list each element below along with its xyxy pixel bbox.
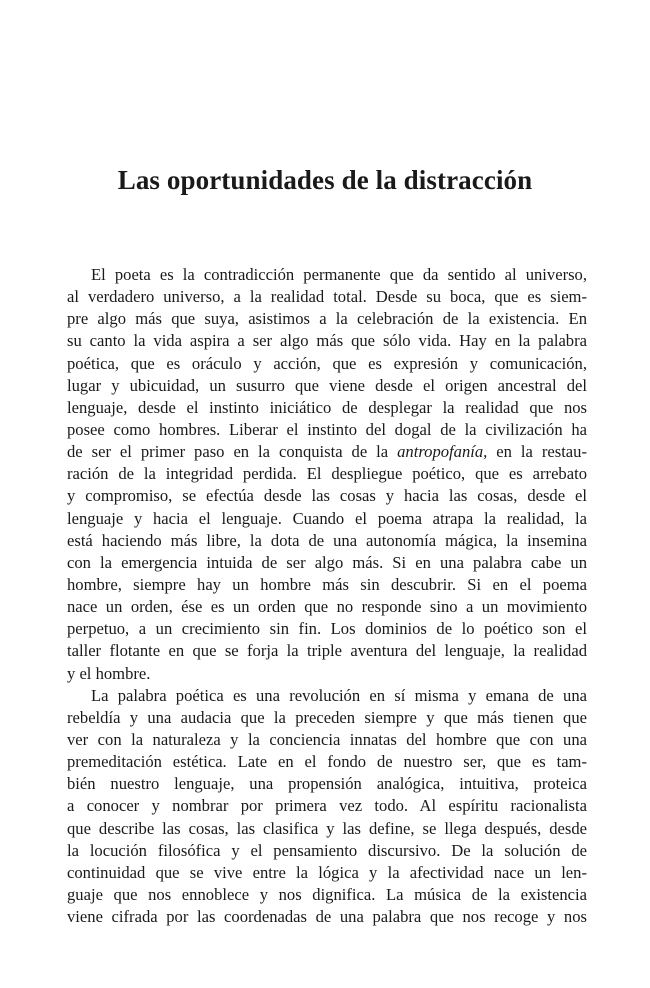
text-line: a conocer y nombrar por primera vez todo. Al espíritu racionalista bbox=[67, 796, 587, 816]
text-line: y compromiso, se efectúa desde las cosas y hacia las cosas, desde el bbox=[67, 486, 587, 506]
text-segment: en la restau- bbox=[487, 442, 587, 462]
text-line: El poeta es la contradicción permanente que da sentido al universo, bbox=[91, 265, 587, 284]
text-line: lenguaje, desde el instinto iniciático de desplegar la realidad que nos bbox=[67, 397, 587, 417]
text-line: al verdadero universo, a la realidad total. Desde su boca, que es siem- bbox=[67, 287, 587, 307]
paragraph-2 bbox=[67, 685, 587, 929]
body-text bbox=[67, 264, 587, 928]
text-line: lenguaje y hacia el lenguaje. Cuando el poema atrapa la realidad, la bbox=[67, 508, 587, 528]
text-line: guaje que nos ennoblece y nos dignifica. La música de la existencia bbox=[67, 884, 587, 904]
text-line: que describe las cosas, las clasifica y las define, se llega después, desde bbox=[67, 818, 587, 838]
chapter-title: Las oportunidades de la distracción bbox=[117, 165, 533, 195]
italic-term: antropofanía, bbox=[397, 442, 488, 462]
text-line: posee como hombres. Liberar el instinto del dogal de la civilización ha bbox=[67, 419, 587, 439]
text-line: y el hombre. bbox=[67, 663, 151, 683]
text-line: bién nuestro lenguaje, una propensión analógica, intuitiva, proteica bbox=[67, 774, 587, 794]
text-line: hombre, siempre hay un hombre más sin descubrir. Si en el poema bbox=[67, 574, 587, 594]
text-line: viene cifrada por las coordenadas de una palabra que nos recoge y nos bbox=[67, 907, 587, 927]
text-line: nace un orden, ése es un orden que no responde sino a un movimiento bbox=[67, 597, 587, 617]
text-line: su canto la vida aspira a ser algo más que sólo vida. Hay en la palabra bbox=[67, 331, 587, 351]
text-line: ración de la integridad perdida. El despliegue poético, que es arrebato bbox=[67, 464, 587, 484]
text-line: con la emergencia intuida de ser algo más. Si en una palabra cabe un bbox=[67, 552, 587, 572]
text-line: ver con la naturaleza y la conciencia innatas del hombre que con una bbox=[67, 729, 587, 749]
paragraph-1 bbox=[67, 264, 587, 685]
text-line-with-italic bbox=[67, 441, 587, 463]
text-line: pre algo más que suya, asistimos a la celebración de la existencia. En bbox=[67, 309, 587, 329]
text-line: taller flotante en que se forja la triple aventura del lenguaje, la realidad bbox=[67, 641, 587, 661]
text-line: está haciendo más libre, la dota de una autonomía mágica, la insemina bbox=[67, 530, 587, 550]
text-line: premeditación estética. Late en el fondo de nuestro ser, que es tam- bbox=[67, 752, 587, 772]
text-line: poética, que es oráculo y acción, que es expresión y comunicación, bbox=[67, 353, 587, 373]
text-line: La palabra poética es una revolución en sí misma y emana de una bbox=[91, 685, 587, 705]
text-line: perpetuo, a un crecimiento sin fin. Los dominios de lo poético son el bbox=[67, 619, 587, 639]
text-segment: de ser el primer paso en la conquista de la bbox=[67, 442, 398, 462]
text-line: la locución filosófica y el pensamiento discursivo. De la solución de bbox=[67, 840, 587, 860]
text-line: continuidad que se vive entre la lógica y la afectividad nace un len- bbox=[67, 862, 587, 882]
text-line: lugar y ubicuidad, un susurro que viene desde el origen ancestral del bbox=[67, 375, 587, 395]
text-line: rebeldía y una audacia que la preceden siempre y que más tienen que bbox=[67, 707, 587, 727]
